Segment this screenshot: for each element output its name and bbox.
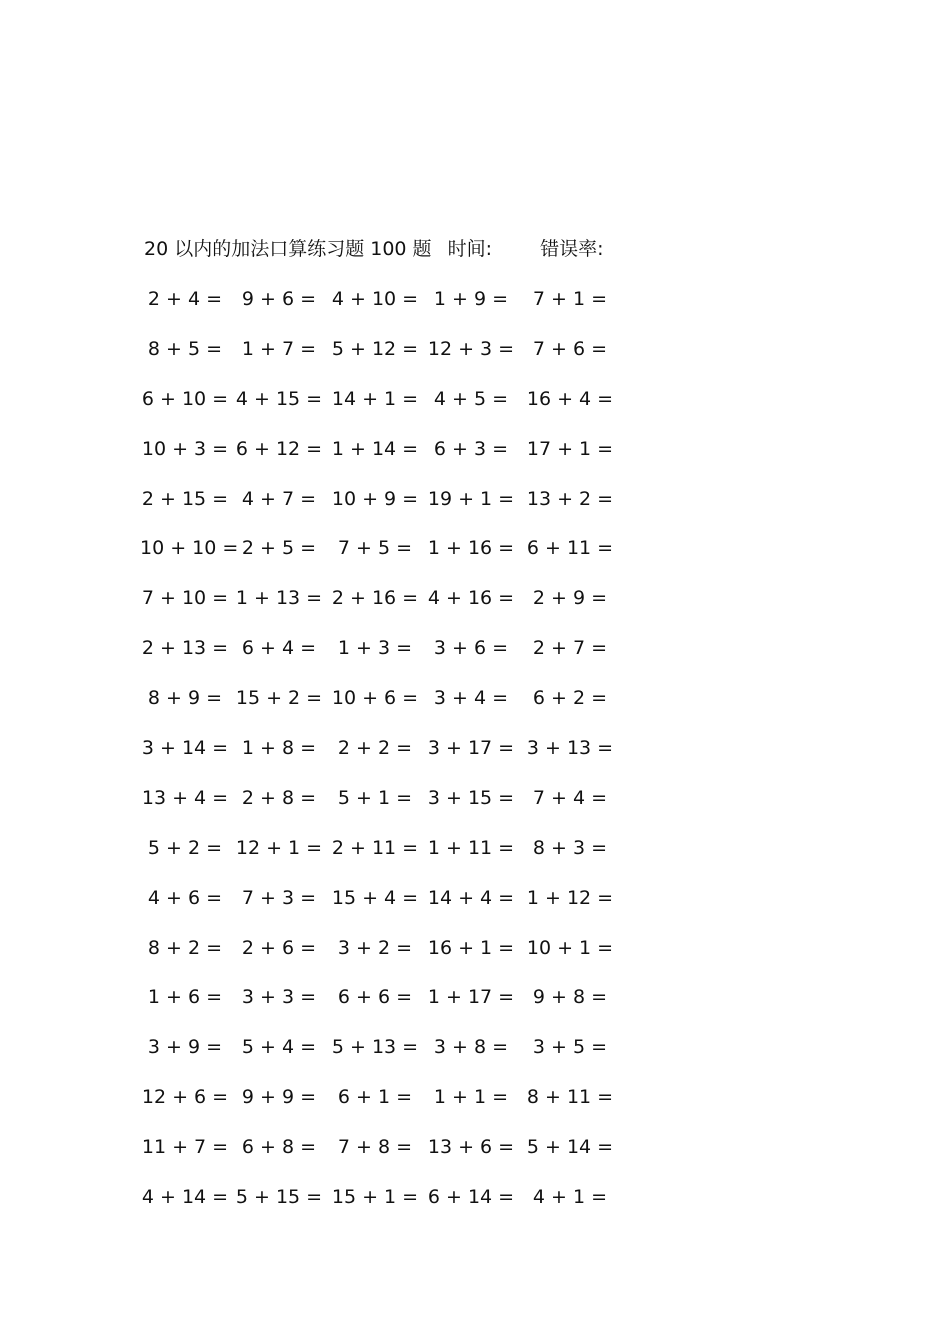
problem-item: 3 + 6 = bbox=[433, 637, 509, 660]
problem-row bbox=[140, 983, 640, 1033]
problem-row bbox=[140, 1133, 640, 1183]
problem-item: 10 + 10 = bbox=[140, 537, 239, 560]
problem-item: 2 + 15 = bbox=[141, 487, 229, 510]
problem-row bbox=[140, 784, 640, 834]
problem-item: 3 + 3 = bbox=[241, 986, 317, 1009]
problem-item: 16 + 4 = bbox=[526, 387, 614, 410]
problem-item: 6 + 14 = bbox=[427, 1186, 515, 1209]
problem-item: 2 + 11 = bbox=[331, 836, 419, 859]
problem-item: 9 + 8 = bbox=[532, 986, 608, 1009]
problem-item: 1 + 6 = bbox=[147, 986, 223, 1009]
problem-item: 7 + 8 = bbox=[337, 1136, 413, 1159]
problem-row bbox=[140, 285, 640, 335]
problem-row bbox=[140, 1183, 640, 1233]
problem-item: 1 + 16 = bbox=[427, 537, 515, 560]
problem-item: 3 + 17 = bbox=[427, 737, 515, 760]
problem-item: 13 + 6 = bbox=[427, 1136, 515, 1159]
problem-item: 2 + 13 = bbox=[141, 637, 229, 660]
problem-row bbox=[140, 485, 640, 535]
problem-item: 2 + 2 = bbox=[337, 737, 413, 760]
problem-item: 13 + 2 = bbox=[526, 487, 614, 510]
problem-item: 10 + 6 = bbox=[331, 687, 419, 710]
problem-item: 12 + 1 = bbox=[235, 836, 323, 859]
problem-item: 2 + 9 = bbox=[532, 587, 608, 610]
problem-item: 3 + 9 = bbox=[147, 1036, 223, 1059]
problem-item: 2 + 8 = bbox=[241, 786, 317, 809]
problem-row bbox=[140, 734, 640, 784]
problem-item: 6 + 3 = bbox=[433, 437, 509, 460]
problem-item: 2 + 6 = bbox=[241, 936, 317, 959]
problem-row bbox=[140, 385, 640, 435]
problem-item: 4 + 10 = bbox=[331, 288, 419, 310]
problem-row bbox=[140, 684, 640, 734]
problem-row bbox=[140, 1083, 640, 1133]
problem-item: 3 + 13 = bbox=[526, 737, 614, 760]
problem-row bbox=[140, 584, 640, 634]
problem-item: 15 + 2 = bbox=[235, 687, 323, 710]
problem-row bbox=[140, 934, 640, 984]
problem-item: 2 + 4 = bbox=[147, 288, 223, 310]
problem-item: 1 + 13 = bbox=[235, 587, 323, 610]
problem-item: 12 + 6 = bbox=[141, 1086, 229, 1109]
problem-item: 7 + 4 = bbox=[532, 786, 608, 809]
worksheet-header bbox=[144, 236, 603, 262]
problem-row bbox=[140, 634, 640, 684]
error-rate-label: 错误率: bbox=[540, 238, 604, 260]
problem-item: 9 + 6 = bbox=[241, 288, 317, 310]
problem-item: 4 + 7 = bbox=[241, 487, 317, 510]
problem-item: 6 + 12 = bbox=[235, 437, 323, 460]
time-label: 时间: bbox=[447, 238, 493, 260]
problem-item: 5 + 15 = bbox=[235, 1186, 323, 1209]
problem-item: 7 + 3 = bbox=[241, 886, 317, 909]
problem-item: 13 + 4 = bbox=[141, 786, 229, 809]
problem-item: 2 + 7 = bbox=[532, 637, 608, 660]
problem-item: 17 + 1 = bbox=[526, 437, 614, 460]
problem-item: 8 + 3 = bbox=[532, 836, 608, 859]
problem-row bbox=[140, 834, 640, 884]
problem-item: 7 + 1 = bbox=[532, 288, 608, 310]
problem-item: 6 + 4 = bbox=[241, 637, 317, 660]
problem-row bbox=[140, 1033, 640, 1083]
problem-item: 11 + 7 = bbox=[141, 1136, 229, 1159]
problem-item: 10 + 9 = bbox=[331, 487, 419, 510]
problem-item: 6 + 11 = bbox=[526, 537, 614, 560]
problem-item: 6 + 6 = bbox=[337, 986, 413, 1009]
problem-item: 7 + 5 = bbox=[337, 537, 413, 560]
problem-item: 5 + 2 = bbox=[147, 836, 223, 859]
problem-item: 6 + 8 = bbox=[241, 1136, 317, 1159]
problem-row bbox=[140, 884, 640, 934]
problem-item: 5 + 4 = bbox=[241, 1036, 317, 1059]
problem-item: 4 + 14 = bbox=[141, 1186, 229, 1209]
problem-item: 1 + 14 = bbox=[331, 437, 419, 460]
problem-item: 9 + 9 = bbox=[241, 1086, 317, 1109]
problem-item: 5 + 13 = bbox=[331, 1036, 419, 1059]
problem-item: 3 + 15 = bbox=[427, 786, 515, 809]
problem-item: 7 + 10 = bbox=[141, 587, 229, 610]
worksheet-title: 20 以内的加法口算练习题 100 题 bbox=[144, 238, 432, 260]
problem-item: 3 + 8 = bbox=[433, 1036, 509, 1059]
problem-item: 1 + 3 = bbox=[337, 637, 413, 660]
problem-item: 12 + 3 = bbox=[427, 337, 515, 360]
problem-item: 1 + 8 = bbox=[241, 737, 317, 760]
problem-item: 1 + 12 = bbox=[526, 886, 614, 909]
problem-item: 14 + 1 = bbox=[331, 387, 419, 410]
problem-item: 10 + 1 = bbox=[526, 936, 614, 959]
problem-item: 4 + 16 = bbox=[427, 587, 515, 610]
problem-item: 5 + 12 = bbox=[331, 337, 419, 360]
problem-item: 3 + 14 = bbox=[141, 737, 229, 760]
problem-item: 6 + 1 = bbox=[337, 1086, 413, 1109]
problem-item: 3 + 2 = bbox=[337, 936, 413, 959]
problem-item: 15 + 1 = bbox=[331, 1186, 419, 1209]
problem-item: 2 + 5 = bbox=[241, 537, 317, 560]
problem-item: 19 + 1 = bbox=[427, 487, 515, 510]
problem-item: 5 + 1 = bbox=[337, 786, 413, 809]
problem-grid bbox=[140, 285, 640, 1233]
problem-row bbox=[140, 335, 640, 385]
problem-item: 1 + 7 = bbox=[241, 337, 317, 360]
problem-item: 5 + 14 = bbox=[526, 1136, 614, 1159]
problem-item: 8 + 5 = bbox=[147, 337, 223, 360]
problem-item: 2 + 16 = bbox=[331, 587, 419, 610]
problem-item: 1 + 9 = bbox=[433, 288, 509, 310]
problem-item: 1 + 11 = bbox=[427, 836, 515, 859]
problem-item: 8 + 11 = bbox=[526, 1086, 614, 1109]
problem-item: 14 + 4 = bbox=[427, 886, 515, 909]
problem-item: 4 + 1 = bbox=[532, 1186, 608, 1209]
problem-item: 1 + 1 = bbox=[433, 1086, 509, 1109]
problem-item: 8 + 9 = bbox=[147, 687, 223, 710]
problem-item: 4 + 5 = bbox=[433, 387, 509, 410]
problem-item: 4 + 15 = bbox=[235, 387, 323, 410]
problem-item: 3 + 5 = bbox=[532, 1036, 608, 1059]
problem-item: 6 + 2 = bbox=[532, 687, 608, 710]
problem-item: 6 + 10 = bbox=[141, 387, 229, 410]
problem-item: 16 + 1 = bbox=[427, 936, 515, 959]
problem-item: 10 + 3 = bbox=[141, 437, 229, 460]
problem-item: 4 + 6 = bbox=[147, 886, 223, 909]
problem-item: 3 + 4 = bbox=[433, 687, 509, 710]
problem-item: 15 + 4 = bbox=[331, 886, 419, 909]
problem-row bbox=[140, 435, 640, 485]
problem-item: 1 + 17 = bbox=[427, 986, 515, 1009]
problem-row bbox=[140, 534, 640, 584]
problem-item: 8 + 2 = bbox=[147, 936, 223, 959]
problem-item: 7 + 6 = bbox=[532, 337, 608, 360]
